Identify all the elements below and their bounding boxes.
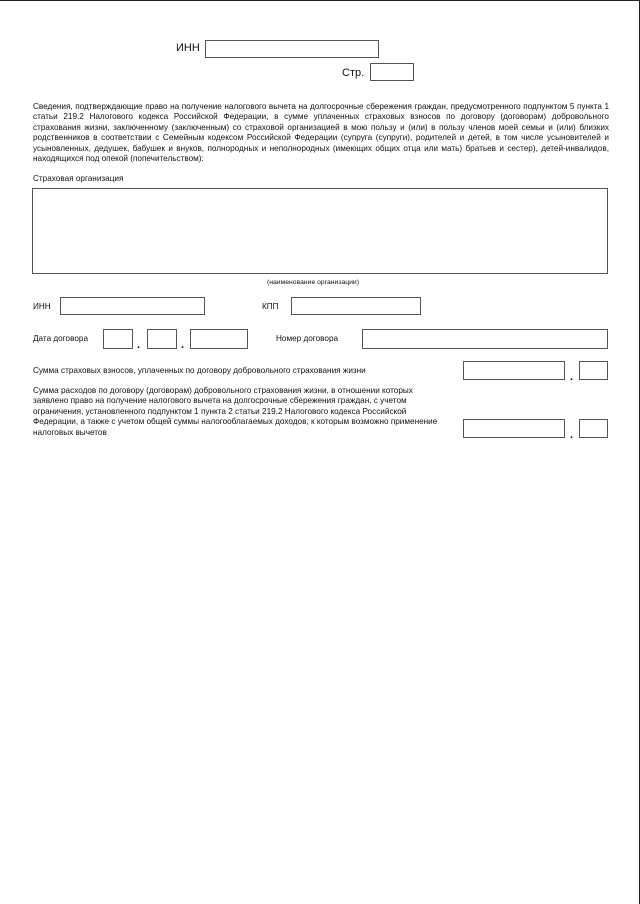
expenses-rubles-field[interactable] — [463, 419, 565, 438]
contract-number-label: Номер договора — [276, 334, 339, 343]
insurer-name-field[interactable] — [32, 188, 608, 274]
page-number-field[interactable] — [370, 63, 414, 81]
header-inn-label: ИНН — [176, 42, 200, 54]
insurer-section-label: Страховая организация — [33, 174, 124, 183]
date-separator: . — [137, 339, 141, 351]
contract-date-label: Дата договора — [33, 334, 89, 343]
page-number-label: Стр. — [342, 67, 365, 79]
contract-date-year-field[interactable] — [190, 329, 248, 349]
premiums-label: Сумма страховых взносов, уплаченных по договору добровольного страхования жизни — [33, 366, 366, 375]
expenses-kopecks-field[interactable] — [579, 419, 608, 438]
expenses-label: Сумма расходов по договору (договорам) добровольного страхования жизни, в отношении которых заявлено право на получение налогового вычета на долгосрочные сбережения граждан, с учетом ограничения, установленного подпунктом 1 пункта 2 статьи 219.2 Налогового кодекса Российской Федерации, а также с учетом общей суммы налогооблагаемых доходов, к которым возможно применение налоговых вычетов — [33, 386, 438, 437]
date-separator: . — [181, 339, 185, 351]
contract-number-field[interactable] — [362, 329, 608, 349]
decimal-separator: . — [570, 429, 574, 441]
contract-date-month-field[interactable] — [147, 329, 177, 349]
insurer-kpp-field[interactable] — [291, 297, 421, 315]
header-inn-field[interactable] — [205, 40, 379, 58]
premiums-rubles-field[interactable] — [463, 361, 565, 380]
insurer-inn-label: ИНН — [33, 302, 51, 311]
insurer-kpp-label: КПП — [262, 302, 279, 311]
insurer-inn-field[interactable] — [60, 297, 205, 315]
decimal-separator: . — [570, 371, 574, 383]
contract-date-day-field[interactable] — [103, 329, 133, 349]
page-top-border — [0, 0, 640, 1]
intro-paragraph: Сведения, подтверждающие право на получение налогового вычета на долгосрочные сбережения граждан, предусмотренного подпунктом 5 пункта 1 статьи 219.2 Налогового кодекса Российской Федерации, в сумме уплаченных страховых взносов по договору (договорам) добровольного страхования жизни, заключенному (заключенным) со страховой организацией в мою пользу и (или) в пользу членов моей семьи и (или) близких родственников в соответствии с Семейным кодексом Российской Федерации (супруга (супруги), родителей и детей, в том числе усыновителей и усыновленных, дедушек, бабушек и внуков, полнородных и неполнородных (имеющих общих отца или мать) братьев и сестер), детей-инвалидов, находящихся под опекой (попечительством): — [33, 102, 609, 164]
premiums-kopecks-field[interactable] — [579, 361, 608, 380]
insurer-name-caption: (наименование организации) — [267, 279, 359, 286]
